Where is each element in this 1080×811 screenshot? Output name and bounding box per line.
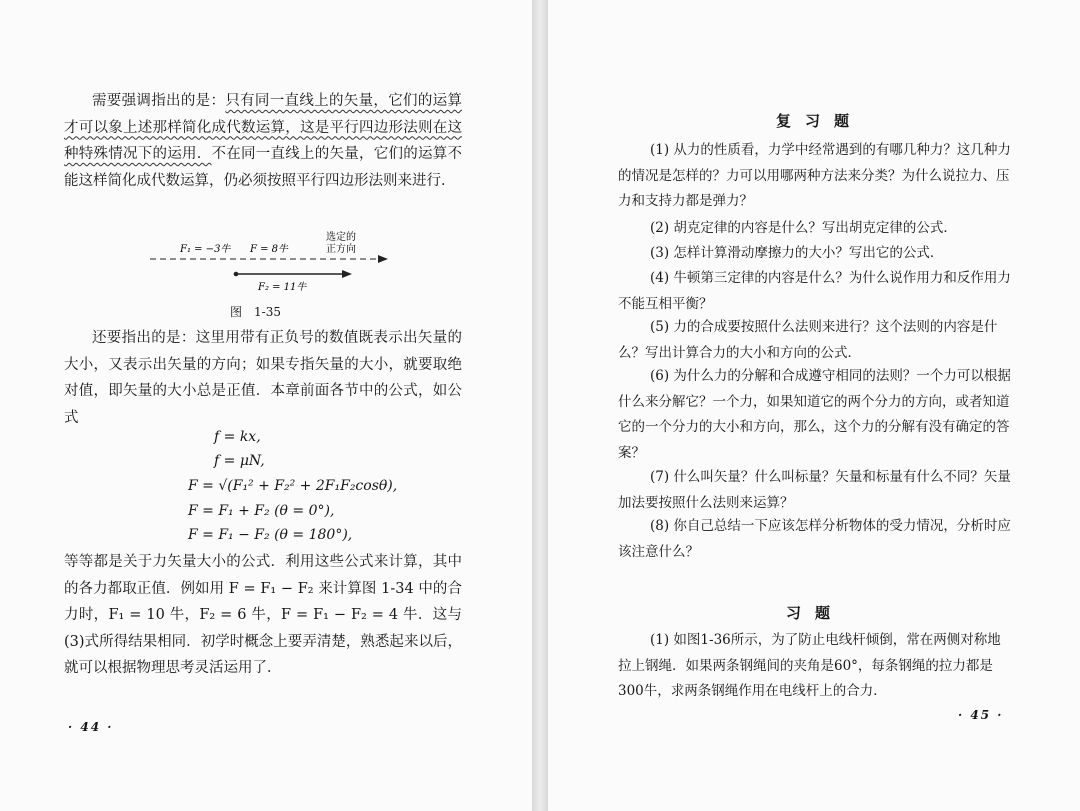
exercise-question-1: (1) 如图1-36所示，为了防止电线杆倾倒，常在两侧对称地拉上钢绳．如果两条钢绳间的夹角是60°，每条钢绳的拉力都是300牛，求两条钢绳作用在电线杆上的合力． — [618, 632, 1001, 700]
paragraph-sign-explanation: 还要指出的是：这里用带有正负号的数值既表示出矢量的大小，又表示出矢量的方向；如果专指矢量的大小，就要取绝对值，即矢量的大小总是正值．本章前面各节中的公式，如公式 — [64, 330, 462, 426]
paragraph-emphasis — [64, 88, 462, 194]
para1-rest: 不在同一直线上的矢量，它们的运算不能这样简化成代数运算，仍必须按照平行四边形法则来进行． — [64, 146, 462, 189]
para1-emphasis: 只有同一直线上的矢量，它们的运算才可以象上述那样简化成代数运算，这是平行四边形法则在这种特殊情况下的运用． — [64, 93, 462, 162]
exercise-heading: 习题 — [786, 604, 845, 622]
book-gutter — [532, 0, 548, 811]
f1-label: F₁ = −3牛 — [180, 244, 231, 255]
review-question-1: (1) 从力的性质看，力学中经常遇到的有哪几种力？这几种力的情况是怎样的？力可以用哪两种方法来分类？为什么说拉力、压力和支持力都是弹力？ — [618, 142, 1011, 210]
formula-hooke: f = kx, — [214, 429, 261, 445]
page-number-right: · 45 · — [958, 708, 1004, 722]
vector-origin-point — [234, 272, 239, 277]
figure-caption: 图 1-35 — [230, 305, 281, 319]
axis-arrowhead — [378, 255, 388, 263]
review-question-5: (5) 力的合成要按照什么法则来进行？这个法则的内容是什么？写出计算合力的大小和方向的公式． — [618, 319, 998, 361]
formula-sum: F = F₁ + F₂ (θ = 0°), — [188, 503, 335, 519]
direction-label-line1: 选定的 — [326, 232, 356, 243]
review-heading: 复习题 — [776, 112, 864, 130]
f2-label: F₂ = 11牛 — [258, 282, 307, 293]
para1-lead: 需要强调指出的是： — [92, 93, 226, 109]
formula-resultant: F = √(F₁² + F₂² + 2F₁F₂cosθ), — [188, 478, 398, 494]
page-number-left: · 44 · — [68, 720, 114, 734]
review-question-6: (6) 为什么力的分解和合成遵守相同的法则？一个力可以根据什么来分解它？一个力，如果知道它的两个分力的方向，或者知道它的一个分力的大小和方向，那么，这个力的分解有没有确定的答案？ — [618, 368, 1011, 462]
review-question-8: (8) 你自己总结一下应该怎样分析物体的受力情况，分析时应该注意什么？ — [618, 518, 1011, 560]
figure-1-35 — [150, 228, 390, 300]
review-question-4: (4) 牛顿第三定律的内容是什么？为什么说作用力和反作用力不能互相平衡？ — [618, 270, 1011, 312]
direction-label-line2: 正方向 — [326, 244, 356, 255]
review-question-7: (7) 什么叫矢量？什么叫标量？矢量和标量有什么不同？矢量加法要按照什么法则来运算？ — [618, 469, 1011, 511]
review-question-2: (2) 胡克定律的内容是什么？写出胡克定律的公式． — [650, 220, 957, 236]
formula-difference: F = F₁ − F₂ (θ = 180°), — [188, 527, 353, 543]
review-question-3: (3) 怎样计算滑动摩擦力的大小？写出它的公式． — [650, 245, 944, 261]
f-label: F = 8牛 — [250, 244, 289, 255]
paragraph-magnitude-formulas: 等等都是关于力矢量大小的公式．利用这些公式来计算，其中的各力都取正值．例如用 F = F₁ − F₂ 来计算图 1-34 中的合力时，F₁ = 10 牛，F₂ = 6 牛，F = F₁ − F₂ = 4 牛．这与(3)式所得结果相同．初学时概念上要弄清楚，熟悉起来以后，就可以根据物理思考灵活运用了． — [64, 554, 462, 676]
formula-friction: f = μN, — [214, 453, 265, 469]
f2-arrowhead — [342, 270, 352, 278]
